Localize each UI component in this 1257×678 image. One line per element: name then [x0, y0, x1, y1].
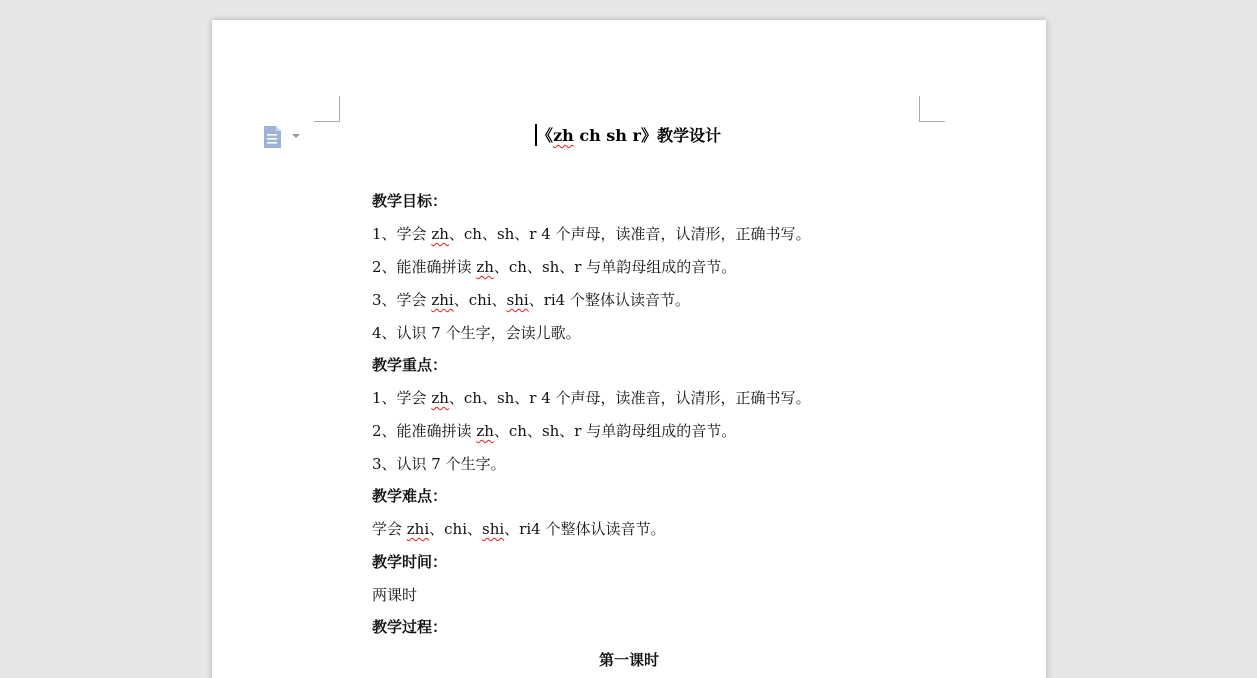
key-2-text-a: 2、能准确拼读	[372, 422, 477, 440]
key-item-1	[372, 387, 811, 409]
process-heading: 教学过程：	[372, 618, 448, 636]
margin-marker-top-right	[919, 96, 945, 122]
lesson-1-heading: 第一课时	[598, 651, 659, 669]
key-1-text-a: 1、学会	[372, 389, 432, 407]
document-title	[212, 124, 1046, 148]
goal-item-1	[372, 223, 811, 245]
diff-pinyin-zhi: zhi	[406, 520, 430, 538]
diff-text-b: 、chi、	[429, 520, 483, 538]
diff-text-c: 、ri4 个整体认读音节。	[504, 520, 666, 538]
key-2-pinyin-zh: zh	[476, 422, 494, 440]
key-2-text-b: 、ch、sh、r 与单韵母组成的音节。	[493, 422, 737, 440]
goal-2-text-b: 、ch、sh、r 与单韵母组成的音节。	[493, 258, 737, 276]
goal-3-text-c: 、ri4 个整体认读音节。	[528, 291, 690, 309]
goals-heading: 教学目标：	[372, 192, 448, 210]
goal-1-text-a: 1、学会	[372, 225, 432, 243]
goal-3-pinyin-shi: shi	[506, 291, 529, 309]
time-value: 两课时	[372, 586, 418, 604]
margin-marker-top-left	[314, 96, 340, 122]
diff-pinyin-shi: shi	[482, 520, 505, 538]
difficulty-item	[372, 518, 665, 540]
title-open-bracket: 《	[537, 126, 554, 145]
difficulty-heading: 教学难点：	[372, 487, 448, 505]
goal-3-text-a: 3、学会	[372, 291, 432, 309]
goal-3-text-b: 、chi、	[453, 291, 507, 309]
key-item-3: 3、认识 7 个生字。	[372, 455, 506, 473]
title-pinyin-zh: zh	[553, 126, 574, 145]
goal-item-3	[372, 289, 690, 311]
goal-3-pinyin-zhi: zhi	[431, 291, 454, 309]
goal-2-text-a: 2、能准确拼读	[372, 258, 477, 276]
title-rest: ch sh r》教学设计	[573, 126, 721, 145]
key-points-heading: 教学重点：	[372, 356, 448, 374]
time-heading: 教学时间：	[372, 553, 448, 571]
key-1-pinyin-zh: zh	[431, 389, 449, 407]
key-item-2	[372, 420, 736, 442]
goal-1-text-b: 、ch、sh、r 4 个声母，读准音，认清形，正确书写。	[448, 225, 811, 243]
document-page[interactable]	[212, 20, 1046, 678]
diff-text-a: 学会	[372, 520, 407, 538]
goal-item-2	[372, 256, 736, 278]
key-1-text-b: 、ch、sh、r 4 个声母，读准音，认清形，正确书写。	[448, 389, 811, 407]
goal-1-pinyin-zh: zh	[431, 225, 449, 243]
goal-2-pinyin-zh: zh	[476, 258, 494, 276]
goal-item-4: 4、认识 7 个生字，会读儿歌。	[372, 324, 581, 342]
